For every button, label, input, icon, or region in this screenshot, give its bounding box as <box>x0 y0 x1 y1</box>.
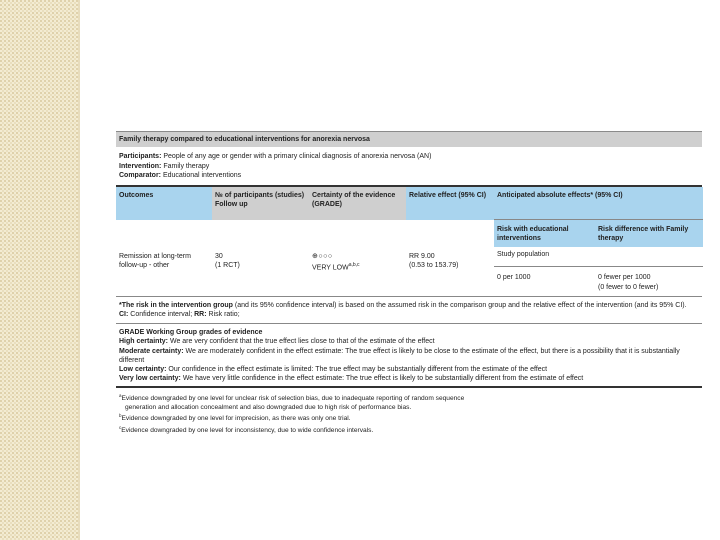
header-certainty: Certainty of the evidence (GRADE) <box>309 187 406 220</box>
note-c: $^c$Evidence downgraded by one level for inconsistency, due to wide confidence intervals. <box>119 424 374 435</box>
grade-very-low: Very low certainty: We have very little confidence in the effect estimate: The true effect is likely to be substantially different from the estimate of effect <box>119 375 584 383</box>
cell-participants: 30 (1 RCT) <box>215 252 240 269</box>
header-outcomes: Outcomes <box>116 187 212 220</box>
header-participants: № of participants (studies) Follow up <box>212 187 309 220</box>
certainty-symbols: ⊕○○○ <box>312 252 333 260</box>
header-relative-effect: Relative effect (95% CI) <box>406 187 494 220</box>
explanatory-notes <box>116 388 702 439</box>
cell-certainty: ⊕○○○ VERY LOW$^{a,b,c}$ <box>309 247 406 296</box>
pico-block <box>116 147 702 187</box>
grade-low: Low certainty: Our confidence in the effect estimate is limited: The true effect may be substantially different from the estimate of the effect <box>119 365 548 373</box>
header-risk-difference: Risk difference with Family therapy <box>595 220 703 247</box>
abbreviations: CI: Confidence interval; RR: Risk ratio; <box>119 310 240 318</box>
header-anticipated-effects: Anticipated absolute effects* (95% CI) <box>494 187 703 220</box>
grade-high: High certainty: We are very confident that the true effect lies close to that of the estimate of the effect <box>119 338 435 346</box>
header-risk-educational: Risk with educational interventions <box>494 220 595 247</box>
table-title: Family therapy compared to educational interventions for anorexia nervosa <box>116 131 702 147</box>
note-a-cont: generation and allocation concealment and also downgraded due to high risk of performance bias. <box>125 403 412 411</box>
note-a: $^a$Evidence downgraded by one level for unclear risk of selection bias, due to inadequate reporting of random sequence <box>119 393 465 403</box>
grade-definitions <box>116 324 702 388</box>
intervention-line: Intervention: Family therapy <box>119 162 210 170</box>
cell-risk-difference: 0 fewer per 1000 (0 fewer to 0 fewer) <box>598 274 659 291</box>
results-grid <box>116 187 702 296</box>
cell-study-population: Study population <box>494 247 703 267</box>
decorative-sidebar <box>0 0 78 540</box>
cell-outcome: Remission at long-term follow-up - other <box>119 252 191 269</box>
summary-of-findings-table <box>116 131 702 440</box>
footnote-risk: *The risk in the intervention group (and its 95% confidence interval) is based on the assumed risk in the comparison group and the relative effect of the intervention (and its 95% CI). CI: Confidence interval; RR: Risk ratio; <box>116 296 702 325</box>
cell-risk-value: 0 per 1000 <box>497 274 531 282</box>
sidebar-edge <box>78 0 80 540</box>
grade-title: GRADE Working Group grades of evidence <box>119 329 263 337</box>
grade-moderate: Moderate certainty: We are moderately confident in the effect estimate: The true effect is likely to be close to the estimate of the effect, but there is a possibility that it is substantially different <box>119 347 680 364</box>
note-b: $^b$Evidence downgraded by one level for imprecision, as there was only one trial. <box>119 413 351 423</box>
cell-relative-effect: RR 9.00 (0.53 to 153.79) <box>409 252 459 269</box>
comparator-line: Comparator: Educational interventions <box>119 172 242 179</box>
participants-line: Participants: People of any age or gender with a primary clinical diagnosis of anorexia nervosa (AN) <box>119 153 432 160</box>
